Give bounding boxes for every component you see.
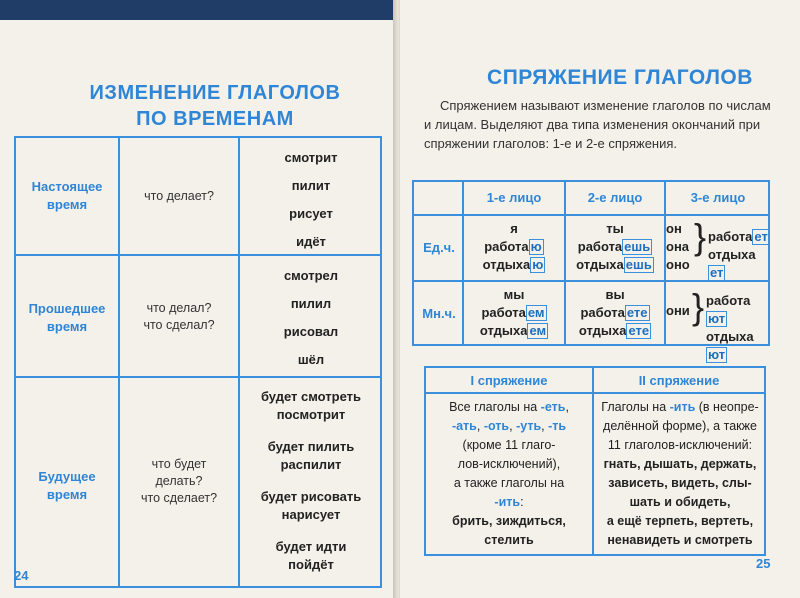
page-number: 24 bbox=[14, 568, 29, 583]
intro-text: Спряжением называют изменение глаголов по числам и лицам. Выделяют два типа изменения окончаний при спряжении глаголов: 1-е и 2-е спряжения. bbox=[424, 98, 771, 151]
conjugation-table bbox=[424, 366, 766, 556]
page-number: 25 bbox=[756, 556, 771, 571]
left-page bbox=[0, 20, 396, 598]
verb-forms: будет смотреть посмотрит будет пилить распилит будет рисовать нарисует будет идти пойдёт bbox=[260, 389, 362, 572]
right-page-title: СПРЯЖЕНИЕ ГЛАГОЛОВ bbox=[487, 66, 753, 89]
tense-label: Будущее время bbox=[38, 469, 96, 502]
sg-1st-cell: я работа ю отдыха ю bbox=[482, 221, 544, 272]
header-1st-person: 1-е лицо bbox=[486, 190, 542, 205]
person-table bbox=[412, 180, 770, 362]
watermark-logo: Лабиринт.ру bbox=[646, 562, 745, 579]
brace-icon: } bbox=[694, 216, 707, 257]
table-row bbox=[16, 378, 380, 586]
conj-1-text: Все глаголы на -еть, -ать, -оть, -уть, -ть (кроме 11 глаго- лов-исключений), а также глаголы на -ить: брить, зиждиться, стелить bbox=[449, 400, 569, 547]
right-page bbox=[400, 0, 800, 598]
question: что будет делать? что сделает? bbox=[140, 457, 218, 505]
singular-label: Ед.ч. bbox=[423, 240, 455, 255]
plural-label: Мн.ч. bbox=[422, 306, 456, 321]
sg-3rd-pronouns: он она оно bbox=[666, 221, 690, 272]
question: что делает? bbox=[144, 189, 214, 203]
table-row bbox=[16, 256, 380, 378]
pl-2nd-cell: вы работа ете отдыха ете bbox=[578, 287, 650, 338]
question: что делал? что сделал? bbox=[143, 301, 215, 332]
tense-label: Прошедшее время bbox=[28, 301, 106, 334]
header-conj-2: II спряжение bbox=[594, 368, 764, 394]
tenses-table bbox=[14, 136, 382, 588]
conj-2-text: Глаголы на -ить (в неопре- делённой форме), а также 11 глаголов-исключений: гнать, дышать, держать, зависеть, видеть, слы- шать и обидеть, а ещё терпеть, вертеть, ненавидеть и смотреть bbox=[601, 400, 759, 547]
sg-3rd-cell: работа ет отдыхает bbox=[708, 229, 768, 280]
tense-label: Настоящее время bbox=[31, 179, 103, 212]
pl-1st-cell: мы работа ем отдыха ем bbox=[479, 287, 547, 338]
table-row bbox=[16, 138, 380, 256]
brace-icon: } bbox=[692, 286, 705, 327]
sg-2nd-cell: ты работа ешь отдыха ешь bbox=[576, 221, 652, 272]
pl-3rd-cell: работают отдыхают bbox=[706, 293, 754, 362]
header-3rd-person: 3-е лицо bbox=[690, 190, 746, 205]
verb-forms: смотрит пилит рисует идёт bbox=[284, 150, 338, 249]
header-2nd-person: 2-е лицо bbox=[587, 190, 643, 205]
left-page-title: ИЗМЕНЕНИЕ ГЛАГОЛОВ ПО ВРЕМЕНАМ bbox=[89, 82, 341, 130]
header-conj-1: I спряжение bbox=[426, 368, 592, 394]
verb-forms: смотрел пилил рисовал шёл bbox=[283, 268, 339, 367]
pl-3rd-pronoun: они bbox=[666, 303, 690, 318]
